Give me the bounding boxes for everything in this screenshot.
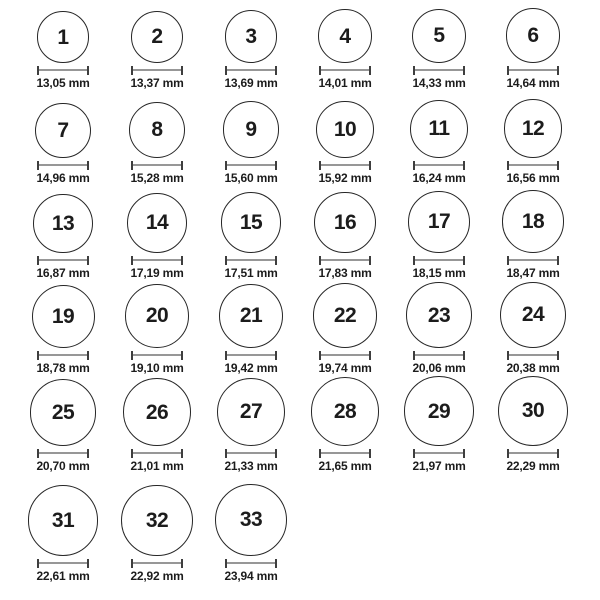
ring-circle — [502, 190, 564, 252]
diameter-label: 13,05 mm — [36, 75, 90, 90]
ring-size-item — [392, 190, 486, 285]
diameter-measure-bar — [37, 449, 89, 458]
ring-size-item — [486, 0, 580, 95]
diameter-measure-bar — [131, 351, 183, 360]
diameter-label: 22,92 mm — [130, 568, 184, 583]
ring-circle — [127, 193, 187, 253]
ring-size-item — [16, 380, 110, 478]
ring-size-number: 16 — [333, 210, 357, 234]
diameter-label: 18,78 mm — [36, 360, 90, 375]
ring-size-item — [298, 285, 392, 380]
ring-circle — [408, 191, 470, 253]
ring-size-number: 21 — [239, 304, 263, 328]
ring-size-item — [110, 190, 204, 285]
ring-circle — [221, 192, 282, 253]
diameter-measure-bar — [413, 449, 465, 458]
ring-size-item — [392, 95, 486, 190]
diameter-measure-bar — [319, 351, 371, 360]
ring-circle — [35, 103, 90, 158]
ring-size-number: 26 — [145, 400, 169, 424]
ring-size-item — [486, 380, 580, 478]
ring-circle — [217, 378, 285, 446]
ring-size-item — [16, 0, 110, 95]
ring-circle — [406, 282, 472, 348]
ring-circle — [125, 284, 189, 348]
ring-size-item — [110, 95, 204, 190]
ring-size-item — [204, 285, 298, 380]
ring-size-item — [16, 190, 110, 285]
diameter-measure-bar — [225, 66, 277, 75]
diameter-measure-bar — [37, 66, 89, 75]
diameter-label: 16,56 mm — [506, 170, 560, 185]
ring-size-item — [110, 380, 204, 478]
ring-size-item — [204, 95, 298, 190]
ring-size-item — [486, 190, 580, 285]
ring-circle — [313, 283, 378, 348]
diameter-measure-bar — [37, 256, 89, 265]
diameter-label: 14,33 mm — [412, 75, 466, 90]
ring-size-number: 7 — [57, 118, 69, 142]
diameter-measure-bar — [225, 256, 277, 265]
diameter-measure-bar — [225, 449, 277, 458]
diameter-label: 13,37 mm — [130, 75, 184, 90]
ring-circle — [33, 194, 92, 253]
diameter-label: 15,28 mm — [130, 170, 184, 185]
ring-size-number: 11 — [428, 117, 450, 141]
ring-size-item — [204, 380, 298, 478]
ring-size-number: 14 — [145, 211, 169, 235]
ring-size-number: 24 — [521, 303, 545, 327]
diameter-label: 22,29 mm — [506, 458, 560, 473]
ring-size-chart — [16, 0, 580, 600]
diameter-label: 19,42 mm — [224, 360, 278, 375]
ring-circle — [121, 485, 192, 556]
diameter-label: 21,33 mm — [224, 458, 278, 473]
ring-circle — [316, 101, 373, 158]
ring-size-number: 15 — [239, 211, 263, 235]
diameter-label: 19,10 mm — [130, 360, 184, 375]
diameter-measure-bar — [507, 161, 559, 170]
ring-circle — [223, 101, 280, 158]
ring-size-number: 1 — [57, 25, 69, 49]
diameter-measure-bar — [131, 449, 183, 458]
ring-size-number: 3 — [245, 24, 257, 48]
diameter-label: 16,24 mm — [412, 170, 466, 185]
ring-circle — [129, 102, 185, 158]
diameter-label: 20,06 mm — [412, 360, 466, 375]
diameter-measure-bar — [319, 256, 371, 265]
ring-size-item — [298, 190, 392, 285]
diameter-measure-bar — [507, 449, 559, 458]
ring-size-item — [486, 285, 580, 380]
diameter-label: 17,51 mm — [224, 265, 278, 280]
ring-size-item — [16, 285, 110, 380]
ring-size-number: 9 — [245, 118, 257, 142]
diameter-label: 13,69 mm — [224, 75, 278, 90]
ring-size-number: 31 — [51, 508, 75, 532]
ring-circle — [410, 100, 468, 158]
ring-size-item — [110, 0, 204, 95]
diameter-measure-bar — [319, 66, 371, 75]
ring-circle — [314, 192, 375, 253]
diameter-label: 22,61 mm — [36, 568, 90, 583]
diameter-label: 17,83 mm — [318, 265, 372, 280]
diameter-measure-bar — [225, 559, 277, 568]
ring-circle — [32, 285, 95, 348]
ring-size-item — [392, 0, 486, 95]
diameter-measure-bar — [37, 559, 89, 568]
ring-size-number: 25 — [51, 400, 75, 424]
ring-circle — [404, 376, 473, 445]
ring-size-number: 33 — [239, 508, 263, 532]
diameter-measure-bar — [131, 161, 183, 170]
diameter-measure-bar — [413, 161, 465, 170]
ring-circle — [504, 99, 563, 158]
ring-size-number: 23 — [427, 303, 451, 327]
ring-size-number: 18 — [521, 210, 545, 234]
ring-size-number: 5 — [433, 24, 445, 48]
diameter-measure-bar — [37, 351, 89, 360]
ring-size-item — [392, 380, 486, 478]
diameter-measure-bar — [507, 256, 559, 265]
diameter-measure-bar — [225, 351, 277, 360]
diameter-measure-bar — [131, 256, 183, 265]
ring-circle — [225, 10, 278, 63]
ring-circle — [219, 284, 283, 348]
diameter-label: 20,70 mm — [36, 458, 90, 473]
ring-size-item — [16, 95, 110, 190]
ring-circle — [498, 376, 568, 446]
diameter-measure-bar — [413, 351, 465, 360]
ring-circle — [37, 11, 89, 63]
ring-size-number: 17 — [427, 210, 451, 234]
diameter-measure-bar — [131, 66, 183, 75]
ring-size-item — [298, 95, 392, 190]
diameter-label: 15,60 mm — [224, 170, 278, 185]
diameter-measure-bar — [507, 66, 559, 75]
ring-size-number: 19 — [51, 304, 75, 328]
diameter-label: 14,64 mm — [506, 75, 560, 90]
ring-size-number: 6 — [527, 23, 539, 47]
ring-size-number: 22 — [333, 303, 357, 327]
diameter-label: 21,01 mm — [130, 458, 184, 473]
ring-size-number: 10 — [333, 117, 357, 141]
diameter-measure-bar — [507, 351, 559, 360]
diameter-label: 23,94 mm — [224, 568, 278, 583]
ring-size-number: 12 — [521, 117, 545, 141]
diameter-label: 21,65 mm — [318, 458, 372, 473]
ring-circle — [412, 9, 466, 63]
ring-circle — [30, 379, 97, 446]
ring-size-item — [110, 478, 204, 600]
ring-size-number: 28 — [333, 399, 357, 423]
diameter-label: 15,92 mm — [318, 170, 372, 185]
diameter-label: 14,96 mm — [36, 170, 90, 185]
diameter-measure-bar — [225, 161, 277, 170]
diameter-label: 21,97 mm — [412, 458, 466, 473]
ring-size-item — [204, 0, 298, 95]
diameter-measure-bar — [413, 256, 465, 265]
ring-circle — [215, 484, 287, 556]
diameter-label: 19,74 mm — [318, 360, 372, 375]
ring-size-number: 30 — [521, 399, 545, 423]
diameter-measure-bar — [413, 66, 465, 75]
diameter-measure-bar — [131, 559, 183, 568]
ring-circle — [318, 9, 371, 62]
ring-size-item — [392, 285, 486, 380]
ring-size-number: 20 — [145, 304, 169, 328]
ring-size-number: 32 — [145, 508, 169, 532]
diameter-label: 17,19 mm — [130, 265, 184, 280]
ring-size-item — [298, 380, 392, 478]
diameter-label: 14,01 mm — [318, 75, 372, 90]
ring-size-item — [204, 190, 298, 285]
ring-circle — [123, 378, 191, 446]
ring-circle — [506, 8, 561, 63]
ring-size-number: 27 — [239, 400, 263, 424]
diameter-label: 18,47 mm — [506, 265, 560, 280]
ring-size-item — [298, 0, 392, 95]
ring-size-number: 13 — [51, 211, 75, 235]
ring-size-number: 2 — [151, 25, 163, 49]
diameter-label: 18,15 mm — [412, 265, 466, 280]
ring-size-number: 29 — [427, 399, 451, 423]
diameter-measure-bar — [37, 161, 89, 170]
diameter-label: 16,87 mm — [36, 265, 90, 280]
ring-size-item — [486, 95, 580, 190]
ring-circle — [311, 377, 380, 446]
ring-size-number: 8 — [151, 118, 163, 142]
ring-circle — [131, 11, 183, 63]
ring-size-item — [110, 285, 204, 380]
diameter-label: 20,38 mm — [506, 360, 560, 375]
diameter-measure-bar — [319, 449, 371, 458]
ring-size-item — [204, 478, 298, 600]
ring-circle — [500, 282, 566, 348]
ring-size-number: 4 — [339, 24, 351, 48]
ring-size-item — [16, 478, 110, 600]
ring-circle — [28, 485, 99, 556]
diameter-measure-bar — [319, 161, 371, 170]
